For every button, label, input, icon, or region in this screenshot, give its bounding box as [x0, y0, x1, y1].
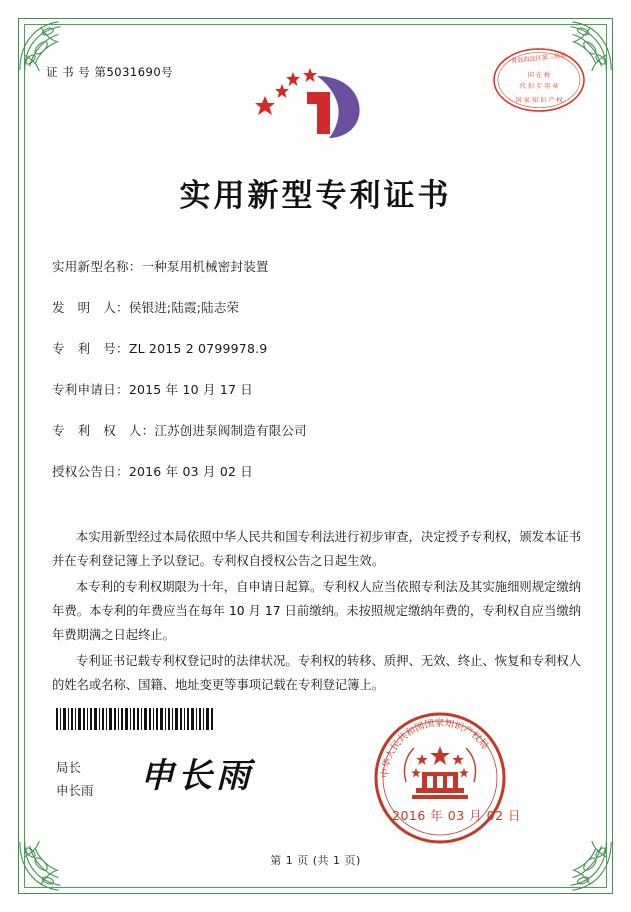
- field-row: [52, 340, 579, 358]
- svg-text:国 在 税: 国 在 税: [527, 72, 551, 79]
- field-label: 专 利 号：: [52, 341, 129, 356]
- field-value: 江苏创进泵阀制造有限公司: [154, 423, 307, 438]
- field-row: [52, 381, 579, 399]
- field-value: 2015 年 10 月 17 日: [128, 382, 254, 397]
- field-row: [52, 299, 579, 317]
- field-value: 一种泵用机械密封装置: [141, 259, 269, 274]
- national-round-seal: [372, 710, 508, 846]
- field-row: [52, 258, 579, 276]
- page-title: 实用新型专利证书: [179, 178, 452, 214]
- svg-text:青岛海淀区第三检验: 青岛海淀区第三检验: [510, 52, 567, 65]
- field-label: 专利申请日：: [52, 382, 129, 397]
- field-label: 授权公告日：: [52, 464, 129, 479]
- signature-block: [56, 756, 94, 802]
- svg-text:代 扣 专 用 章: 代 扣 专 用 章: [519, 83, 559, 90]
- field-list: [52, 258, 579, 504]
- field-label: 实用新型名称：: [52, 259, 142, 274]
- red-oval-stamp: [491, 44, 587, 116]
- svg-text:国 家 知 识 产 权: 国 家 知 识 产 权: [515, 97, 563, 104]
- body-text: [52, 526, 581, 700]
- field-value: 2016 年 03 月 02 日: [128, 464, 254, 479]
- certificate-number: 证 书 号 第5031690号: [46, 65, 174, 79]
- field-label: 专 利 权 人：: [52, 423, 155, 438]
- director-name-label: 申长雨: [56, 783, 94, 799]
- field-value: 侯银进;陆霞;陆志荣: [128, 300, 240, 315]
- field-label: 发 明 人：: [52, 300, 129, 315]
- field-row: [52, 422, 579, 440]
- cnipa-logo-icon: [255, 62, 371, 144]
- barcode: [56, 708, 216, 730]
- field-value: ZL 2015 2 0799978.9: [128, 341, 268, 356]
- handwritten-signature: 申长雨: [140, 756, 254, 796]
- svg-text:中华人民共和国国家知识产权局: 中华人民共和国国家知识产权局: [379, 717, 491, 779]
- seal-date: 2016 年 03 月 02 日: [392, 808, 521, 823]
- field-row: [52, 463, 579, 481]
- paragraph: 本专利的专利权期限为十年，自申请日起算。专利权人应当依照专利法及其实施细则规定缴纳年费。本专利的年费应当在每年 10 月 17 日前缴纳。未按照规定缴纳年费的，专利权自应当缴纳年费期满之日起终止。: [52, 579, 581, 642]
- paragraph: 本实用新型经过本局依照中华人民共和国专利法进行初步审查，决定授予专利权，颁发本证书并在专利登记簿上予以登记。专利权自授权公告之日起生效。: [52, 530, 581, 568]
- page-footer: 第 1 页 (共 1 页): [270, 854, 361, 867]
- director-title-label: 局长: [56, 760, 82, 775]
- paragraph: 专利证书记载专利权登记时的法律状况。专利权的转移、质押、无效、终止、恢复和专利权人的姓名或名称、国籍、地址变更等事项记载在专利登记簿上。: [52, 653, 581, 692]
